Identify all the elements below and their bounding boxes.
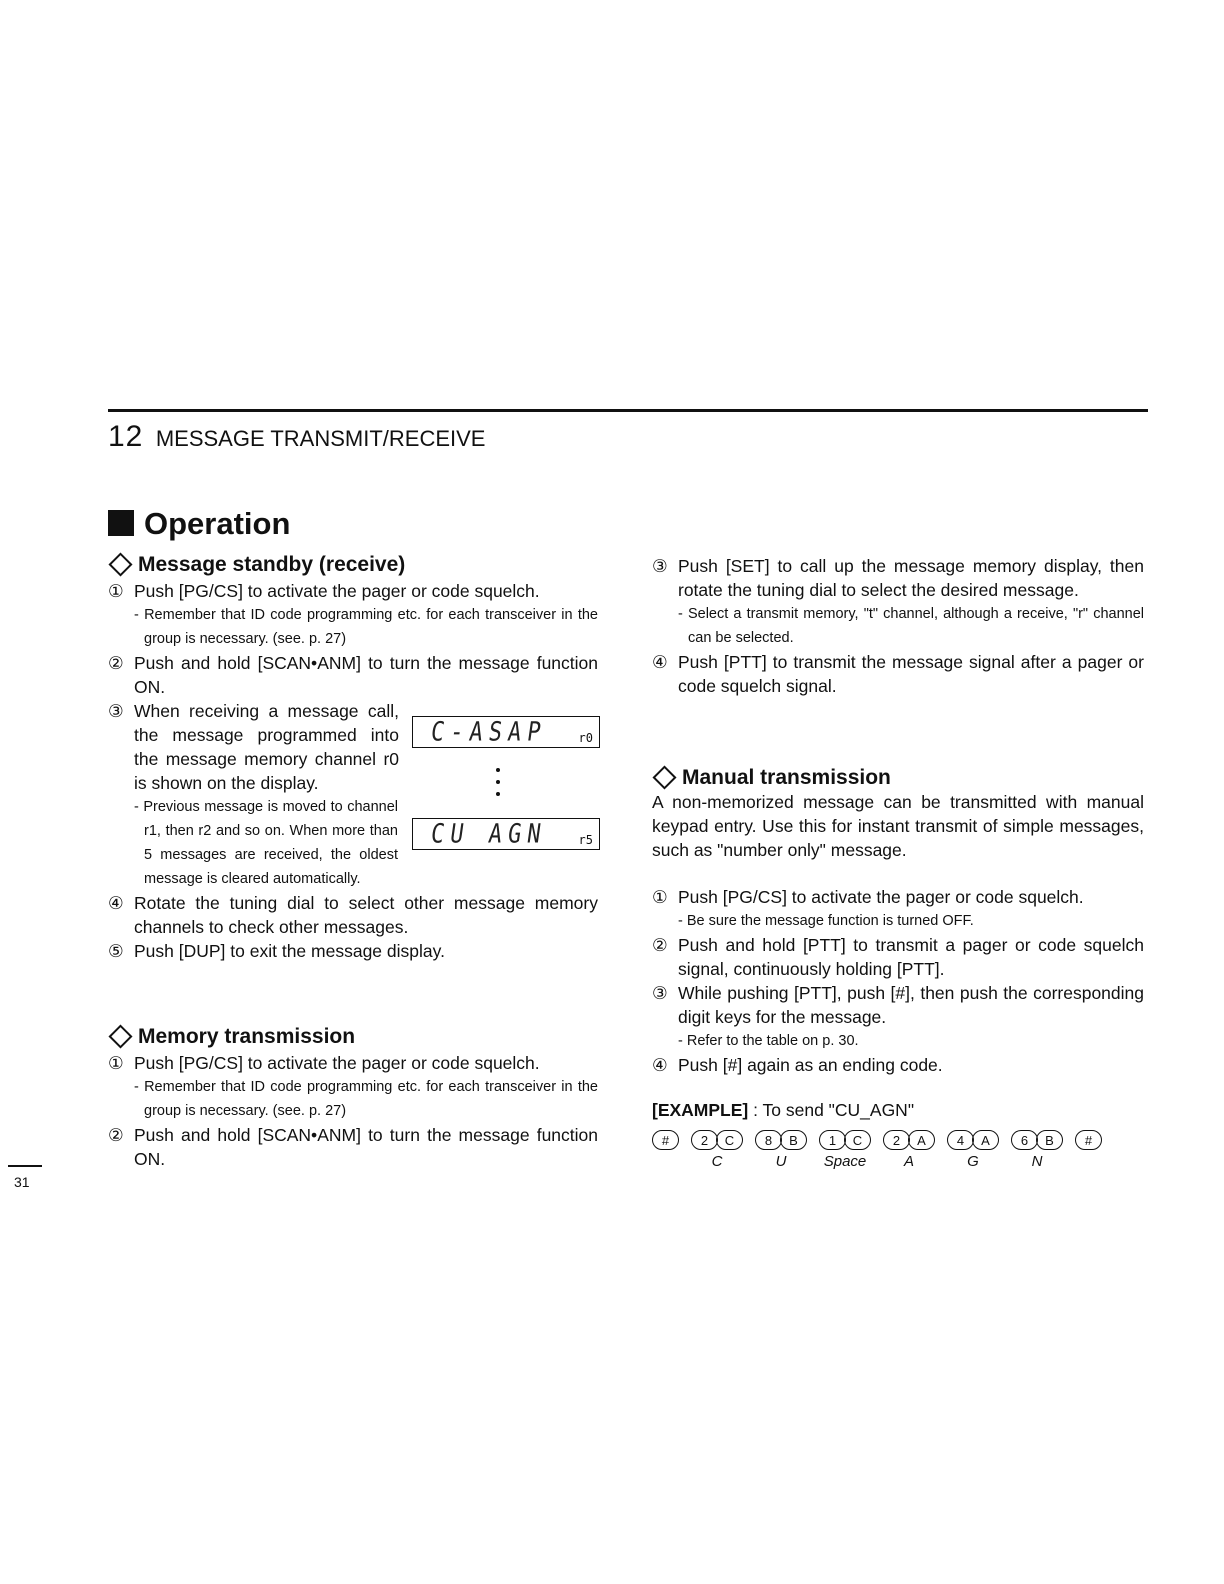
manual-tx-title: Manual transmission [682,766,891,789]
diamond-icon [652,765,676,789]
manual-tx-step-3 [652,981,1144,1053]
step-text: Rotate the tuning dial to select other message memory channels to check other messages. [134,893,598,937]
memory-tx-step-1 [108,1051,598,1123]
key-digit: 1 [819,1130,846,1150]
step-note: - Previous message is moved to channel r1, then r2 and so on. When more than 5 messages are received, the oldest message is cleared automatically. [134,799,398,887]
key-group [883,1130,935,1171]
key-group [947,1130,999,1171]
key-label: Space [823,1153,867,1170]
step-text: Push and hold [SCAN•ANM] to turn the message function ON. [134,653,598,697]
step-text: Push and hold [SCAN•ANM] to turn the message function ON. [134,1125,598,1169]
standby-step-5 [108,939,598,963]
example-line [652,1100,914,1121]
step-text: Push [PG/CS] to activate the pager or code squelch. [134,581,540,601]
step-note: - Remember that ID code programming etc. for each transceiver in the group is necessary. (see. p. 27) [134,607,598,647]
section-title [108,506,290,542]
step-note: - Select a transmit memory, "t" channel, although a receive, "r" channel can be selected. [678,606,1144,646]
standby-steps [108,579,598,963]
key-digit: 4 [947,1130,974,1150]
key-letter: B [1036,1130,1063,1150]
manual-tx-intro: A non-memorized message can be transmitted with manual keypad entry. Use this for instant transmit of simple messages, such as "number only" message. [652,792,1144,860]
step-note: - Refer to the table on p. 30. [678,1033,859,1049]
step-number: ③ [108,701,124,721]
key-group [819,1130,871,1171]
step-number: ② [108,1125,124,1145]
key-letter: A [972,1130,999,1150]
lcd-message: C-ASAP [428,717,549,747]
step-text: Push [PG/CS] to activate the pager or code squelch. [678,887,1084,907]
standby-title: Message standby (receive) [138,553,406,576]
step-number: ② [108,653,124,673]
manual-tx-heading [652,766,891,790]
section-title-text: Operation [144,506,291,541]
lcd-channel: r0 [578,731,593,745]
step-note: - Remember that ID code programming etc. for each transceiver in the group is necessary. (see. p. 27) [134,1079,598,1119]
chapter-number: 12 [108,420,144,453]
example-text: : To send "CU_AGN" [748,1100,915,1120]
key-digit: 2 [883,1130,910,1150]
key-group [691,1130,743,1171]
lcd-channel: r5 [578,833,593,847]
step-number: ⑤ [108,941,124,961]
key-hash: # [652,1130,679,1150]
memory-tx-step-2 [108,1123,598,1171]
example-label: [EXAMPLE] [652,1100,749,1120]
key-digit: 2 [691,1130,718,1150]
step-number: ① [652,887,668,907]
key-group [652,1130,679,1171]
key-label: N [1031,1153,1043,1170]
key-label: G [967,1153,979,1170]
page-number-rule [8,1165,42,1167]
diamond-icon [108,552,132,576]
key-hash: # [1075,1130,1102,1150]
key-label: U [775,1153,787,1170]
step-text: Push [PTT] to transmit the message signal after a pager or code squelch signal. [678,652,1144,696]
standby-step-4 [108,891,598,939]
step-number: ① [108,1053,124,1073]
step-number: ③ [652,556,668,576]
step-text: Push [#] again as an ending code. [678,1055,943,1075]
key-label: C [711,1153,723,1170]
header-rule [108,409,1148,412]
step-number: ④ [652,1055,668,1075]
step-text: While pushing [PTT], push [#], then push the corresponding digit keys for the message. [678,983,1144,1027]
lcd-display-r5 [412,818,600,850]
continuation-dots [496,768,502,804]
step-number: ④ [652,652,668,672]
key-letter: C [716,1130,743,1150]
key-letter: A [908,1130,935,1150]
step-text: Push [PG/CS] to activate the pager or code squelch. [134,1053,540,1073]
page-number: 31 [14,1174,30,1190]
memory-tx-steps-left [108,1051,598,1171]
memory-tx-step-3 [652,554,1144,650]
step-note: - Be sure the message function is turned OFF. [678,913,974,929]
standby-heading [108,553,405,577]
memory-tx-steps-right [652,554,1144,698]
key-letter: C [844,1130,871,1150]
memory-tx-title: Memory transmission [138,1025,356,1048]
key-sequence [652,1130,1114,1171]
key-group [1011,1130,1063,1171]
black-square-icon [108,510,134,536]
key-label: A [903,1153,914,1170]
memory-tx-heading [108,1025,355,1049]
manual-tx-step-4 [652,1053,1144,1077]
manual-tx-step-2 [652,933,1144,981]
step-number: ④ [108,893,124,913]
key-group [1075,1130,1102,1171]
manual-tx-step-1 [652,885,1144,933]
chapter-title: MESSAGE TRANSMIT/RECEIVE [155,426,486,451]
manual-tx-steps [652,885,1144,1077]
key-letter: B [780,1130,807,1150]
step-text: When receiving a message call, the message programmed into the message memory channel r0 is shown on the display. [134,701,399,793]
lcd-message: CU AGN [428,819,549,849]
chapter-header [108,420,485,454]
step-number: ③ [652,983,668,1003]
key-group [755,1130,807,1171]
standby-step-1 [108,579,598,651]
diamond-icon [108,1024,132,1048]
step-number: ② [652,935,668,955]
step-number: ① [108,581,124,601]
memory-tx-step-4 [652,650,1144,698]
step-text: Push [DUP] to exit the message display. [134,941,445,961]
key-digit: 8 [755,1130,782,1150]
key-digit: 6 [1011,1130,1038,1150]
step-text: Push and hold [PTT] to transmit a pager or code squelch signal, continuously holding [PTT]. [678,935,1144,979]
lcd-display-r0 [412,716,600,748]
standby-step-2 [108,651,598,699]
step-text: Push [SET] to call up the message memory display, then rotate the tuning dial to select the desired message. [678,556,1144,600]
